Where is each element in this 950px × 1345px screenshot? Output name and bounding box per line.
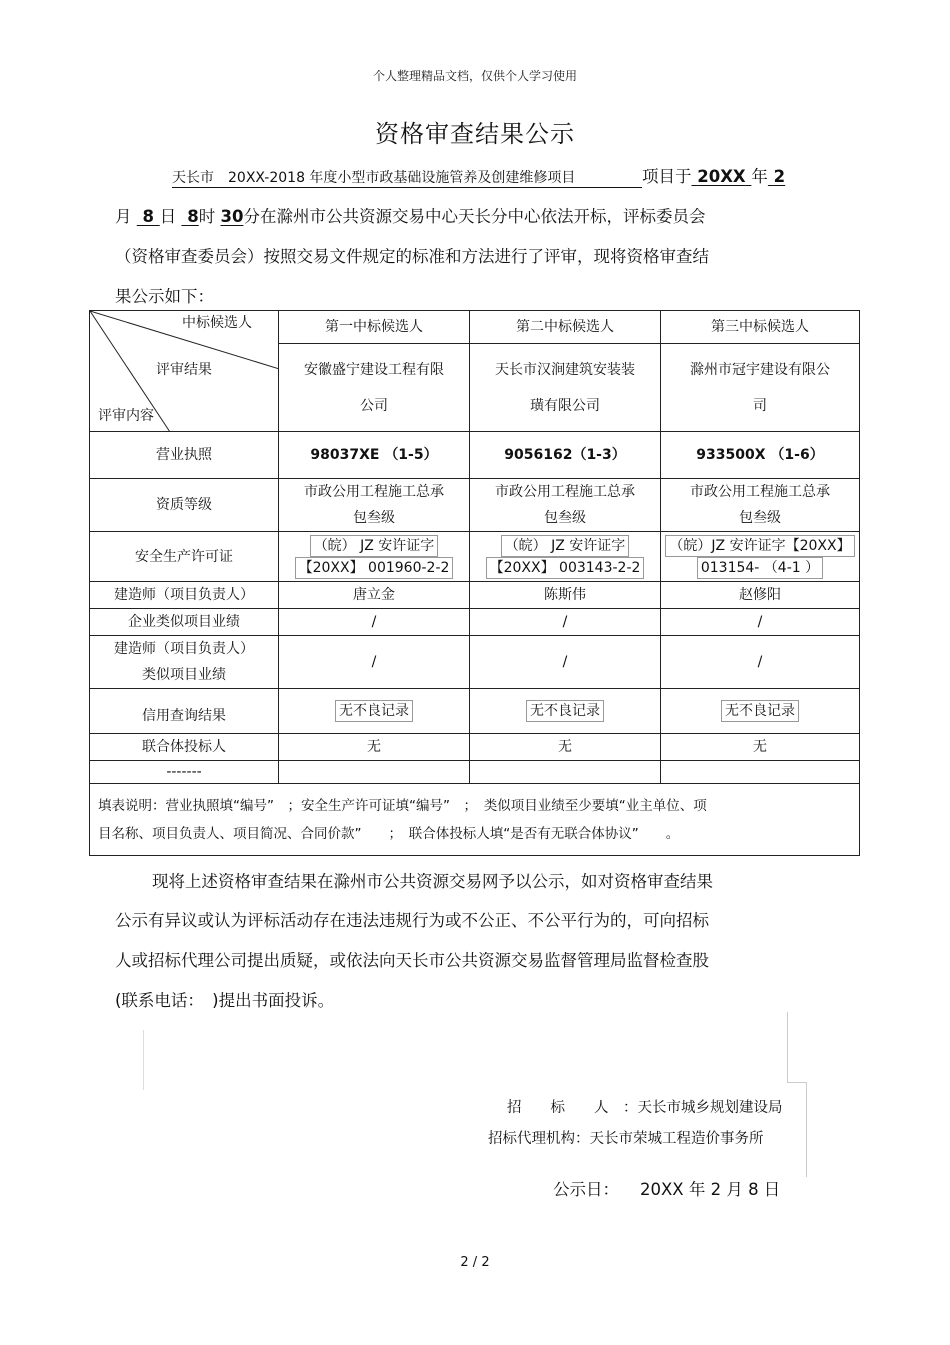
page-title: 资格审查结果公示 (375, 120, 575, 148)
company-3: 滁州市冠宇建设有限公 司 (661, 344, 860, 432)
credit-2: 无不良记录 (470, 689, 661, 734)
scan-line (143, 1030, 144, 1090)
table-note-line-2: 目名称、项目负责人、项目简况、合同价款” ； 联合体投标人填“是否有无联合体协议” 。 (98, 826, 680, 842)
consortium-2: 无 (470, 734, 661, 761)
tenderer-label: 招 标 人 ： (507, 1100, 638, 1116)
tenderer-line (507, 1096, 783, 1117)
enterprise-perf-3: / (661, 609, 860, 636)
closing-line-4: (联系电话： )提出书面投诉。 (115, 991, 335, 1010)
agent-label: 招标代理机构： (488, 1131, 590, 1147)
publish-date-label: 公示日： (553, 1180, 619, 1199)
intro-text: 月 (115, 207, 132, 226)
qualification-1: 市政公用工程施工总承 包叁级 (279, 479, 470, 532)
tender-hour: 8 (187, 207, 199, 226)
scan-line (806, 1082, 807, 1177)
tender-month: 2 (773, 167, 786, 186)
row-label-qualification: 资质等级 (90, 479, 279, 532)
corner-result-label: 评审结果 (156, 362, 212, 378)
builder-1: 唐立金 (279, 582, 470, 609)
company-2: 天长市汉涧建筑安装装 璜有限公司 (470, 344, 661, 432)
builder-perf-1: / (279, 636, 470, 689)
safety-3: （皖）JZ 安许证字【20XX】 013154- （4-1 ） (661, 532, 860, 582)
closing-line-1: 现将上述资格审查结果在滁州市公共资源交易网予以公示，如对资格审查结果 (152, 872, 713, 891)
scan-line (787, 1082, 807, 1083)
tenderer-name: 天长市城乡规划建设局 (637, 1100, 783, 1116)
license-3: 933500X （1-6） (661, 432, 860, 479)
intro-line-3: （资格审查委员会）按照交易文件规定的标准和方法进行了评审，现将资格审查结 (115, 247, 709, 266)
candidate-header-1: 第一中标候选人 (279, 311, 470, 344)
row-label-builder: 建造师（项目负责人） (90, 582, 279, 609)
table-corner-cell (90, 311, 279, 432)
extra-2 (470, 761, 661, 784)
row-label-extra: ------- (90, 761, 279, 784)
closing-line-2: 公示有异议或认为评标活动存在违法违规行为或不公正、不公平行为的，可向招标 (115, 911, 709, 930)
builder-perf-3: / (661, 636, 860, 689)
company-1: 安徽盛宁建设工程有限 公司 (279, 344, 470, 432)
intro-text: 年 (751, 167, 768, 186)
tender-minute: 30 (220, 207, 244, 226)
builder-2: 陈斯伟 (470, 582, 661, 609)
row-label-safety: 安全生产许可证 (90, 532, 279, 582)
intro-line-1 (172, 163, 785, 188)
agent-line (488, 1127, 764, 1148)
safety-2: （皖） JZ 安许证字 【20XX】 003143-2-2 (470, 532, 661, 582)
qualification-2: 市政公用工程施工总承 包叁级 (470, 479, 661, 532)
row-label-consortium: 联合体投标人 (90, 734, 279, 761)
candidate-header-2: 第二中标候选人 (470, 311, 661, 344)
corner-candidate-label: 中标候选人 (182, 315, 252, 331)
builder-perf-2: / (470, 636, 661, 689)
project-name: 天长市 20XX-2018 年度小型市政基础设施管养及创建维修项目 (172, 167, 642, 188)
intro-text: 项目于 (642, 167, 692, 186)
consortium-1: 无 (279, 734, 470, 761)
row-label-builder-perf: 建造师（项目负责人） 类似项目业绩 (90, 636, 279, 689)
table-note (90, 784, 860, 856)
scan-line (787, 1012, 788, 1082)
row-label-enterprise-perf: 企业类似项目业绩 (90, 609, 279, 636)
safety-1: （皖） JZ 安许证字 【20XX】 001960-2-2 (279, 532, 470, 582)
intro-text: 时 (198, 207, 216, 226)
agent-name: 天长市荣城工程造价事务所 (589, 1131, 764, 1147)
tender-year: 20XX (697, 167, 746, 186)
consortium-3: 无 (661, 734, 860, 761)
table-note-line-1: 填表说明：营业执照填“编号” ；安全生产许可证填“编号” ； 类似项目业绩至少要填“业主单位、项 (98, 798, 707, 814)
enterprise-perf-1: / (279, 609, 470, 636)
intro-text: 日 (159, 207, 177, 226)
license-2: 9056162（1-3） (470, 432, 661, 479)
qualification-table (89, 310, 860, 856)
corner-content-label: 评审内容 (98, 408, 154, 424)
publish-date-value: 20XX 年 2 月 8 日 (639, 1180, 781, 1199)
builder-3: 赵修阳 (661, 582, 860, 609)
publish-date (553, 1176, 780, 1200)
qualification-3: 市政公用工程施工总承 包叁级 (661, 479, 860, 532)
intro-line-4: 果公示如下： (115, 287, 214, 306)
header-note: 个人整理精品文档，仅供个人学习使用 (372, 69, 577, 83)
license-1: 98037XE （1-5） (279, 432, 470, 479)
extra-1 (279, 761, 470, 784)
tender-day: 8 (142, 207, 154, 226)
extra-3 (661, 761, 860, 784)
row-label-license: 营业执照 (90, 432, 279, 479)
credit-3: 无不良记录 (661, 689, 860, 734)
intro-line-2 (115, 203, 705, 227)
page-number: 2 / 2 (460, 1255, 490, 1270)
closing-line-3: 人或招标代理公司提出质疑，或依法向天长市公共资源交易监督管理局监督检查股 (115, 951, 709, 970)
candidate-header-3: 第三中标候选人 (661, 311, 860, 344)
row-label-credit: 信用查询结果 (90, 689, 279, 734)
credit-1: 无不良记录 (279, 689, 470, 734)
intro-text: 分在滁州市公共资源交易中心天长分中心依法开标，评标委员会 (243, 207, 706, 226)
enterprise-perf-2: / (470, 609, 661, 636)
